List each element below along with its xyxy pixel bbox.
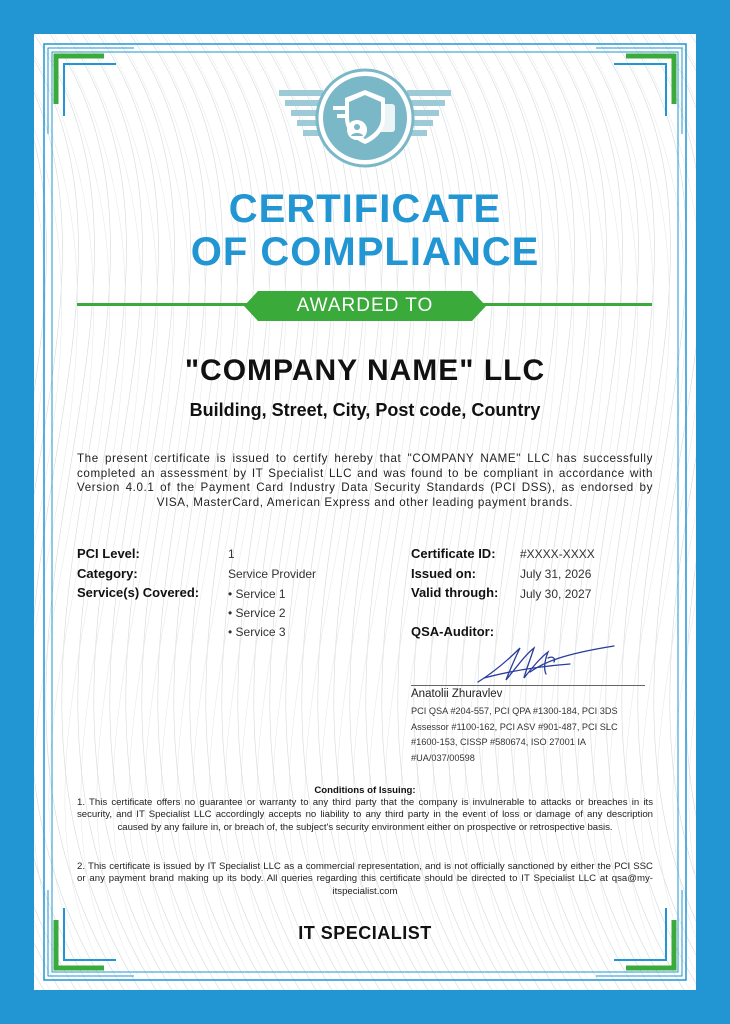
signature-mark — [474, 642, 624, 688]
credential-line: #UA/037/00598 — [411, 752, 475, 763]
category-value: Service Provider — [228, 567, 317, 581]
pci-level-label: PCI Level: — [77, 546, 140, 561]
service-item: • Service 3 — [228, 625, 286, 639]
credential-line: PCI QSA #204-557, PCI QPA #1300-184, PCI 3DS — [411, 706, 618, 716]
service-item: • Service 2 — [228, 606, 286, 620]
signature-line — [411, 685, 645, 686]
company-address: Building, Street, City, Post code, Country — [189, 400, 541, 420]
condition-item-2: 2. This certificate is issued by IT Specialist LLC as a commercial representation, and is not officially sanctioned by either the PCI SSC or any payment brand making up its body. All queries regarding this certificate should be directed to IT Specialist LLC at qsa@my-itspecialist.com — [77, 861, 653, 897]
certificate-title-line1: CERTIFICATE — [228, 187, 502, 231]
pci-level-value: 1 — [228, 547, 235, 561]
valid-through-label: Valid through: — [411, 585, 499, 600]
shield-person-badge-icon — [275, 68, 455, 168]
valid-through-value: July 30, 2027 — [520, 587, 592, 601]
awarded-to-label: AWARDED TO — [296, 295, 434, 316]
issued-on-value: July 31, 2026 — [520, 567, 592, 581]
conditions-title: Conditions of Issuing: — [314, 785, 416, 796]
certificate-title-line2: OF COMPLIANCE — [190, 230, 540, 274]
auditor-credentials — [411, 704, 651, 766]
category-label: Category: — [77, 566, 138, 581]
certificate-page — [34, 34, 696, 990]
auditor-name: Anatolii Zhuravlev — [411, 688, 503, 700]
company-name: "COMPANY NAME" LLC — [184, 354, 546, 387]
service-item: • Service 1 — [228, 587, 286, 601]
issued-on-label: Issued on: — [411, 566, 477, 581]
certificate-id-label: Certificate ID: — [411, 546, 496, 561]
services-label: Service(s) Covered: — [77, 585, 200, 600]
qsa-auditor-label: QSA-Auditor: — [411, 624, 495, 639]
credential-line: #1600-153, CISSP #580674, ISO 27001 IA — [411, 737, 587, 748]
certificate-statement: The present certificate is issued to certify hereby that "COMPANY NAME" LLC has successfully completed an assessment by IT Specialist LLC and was found to be compliant in accordance with Version 4.0.1 of the Payment Card Industry Data Security Standards (PCI DSS), as endorsed by VISA, MasterCard, American Express and other leading payment brands. — [77, 452, 653, 509]
issuer-brand: IT SPECIALIST — [298, 923, 432, 943]
decorative-frame — [34, 34, 696, 990]
credential-line: Assessor #1100-162, PCI ASV #901-487, PCI SLC — [411, 721, 618, 732]
certificate-id-value: #XXXX-XXXX — [520, 547, 595, 561]
condition-item-1: 1. This certificate offers no guarantee or warranty to any third party that the company is invulnerable to attacks or breaches in its security, and IT Specialist LLC accordingly accepts no liability to any third party in the event of loss or damage of any description caused by any failure in, or breach of, the subject's security environment either on prospective or retrospective basis. — [77, 797, 653, 833]
